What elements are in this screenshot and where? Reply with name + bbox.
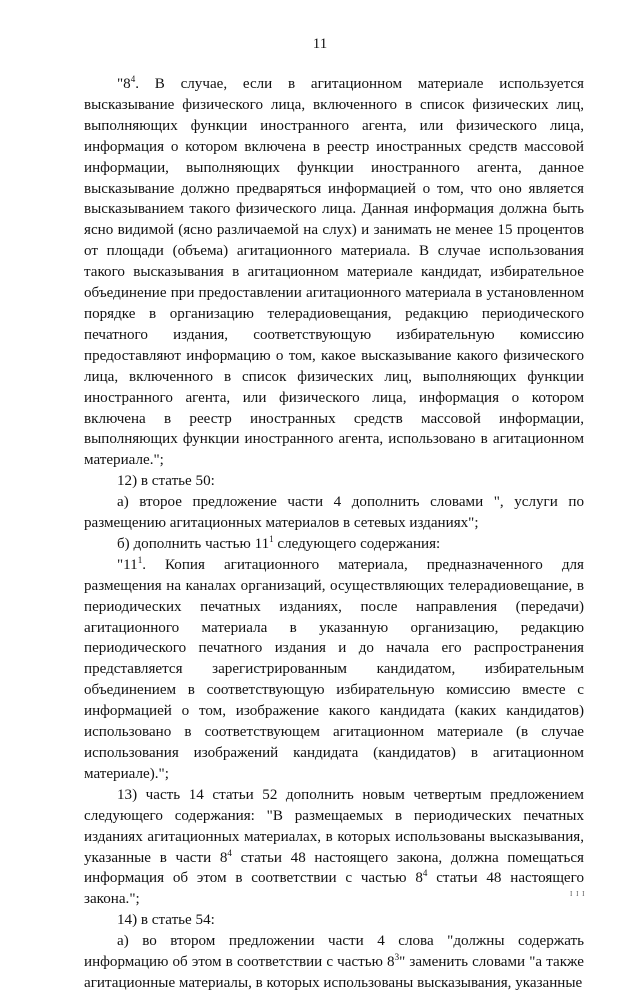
superscript: 1: [269, 533, 274, 544]
text-run: " заменить словами "а также агитационные материалы, в которых использованы высказывания, указанные: [84, 954, 584, 991]
superscript: 4: [422, 868, 428, 879]
superscript: 4: [227, 847, 232, 858]
text-run: а) второе предложение части 4 дополнить словами ", услуги по размещению агитационных материалов в сетевых изданиях";: [84, 494, 584, 532]
paragraph: [84, 785, 584, 910]
text-run: а) во втором предложении части 4 слова "должны содержать информацию об этом в соответствии с частью 8: [84, 933, 584, 971]
text-run: "8: [117, 76, 131, 92]
corner-mark: I I I: [570, 890, 586, 898]
document-body: [84, 74, 584, 994]
text-run: 12) в статье 50:: [117, 473, 215, 490]
text-run: 14) в статье 54:: [117, 912, 215, 929]
page-number: 11: [312, 36, 328, 52]
paragraph: [84, 910, 584, 931]
superscript: 3: [394, 952, 400, 963]
text-run: статьи 48 настоящего закона.";: [84, 870, 584, 908]
paragraph: [84, 555, 584, 785]
superscript: 1: [137, 554, 143, 565]
paragraph: [84, 534, 584, 555]
paragraph: [84, 74, 584, 471]
text-run: статьи 48 настоящего закона, должна помещаться информация об этом в соответствии с частью 8: [84, 849, 584, 887]
paragraph: [84, 492, 584, 534]
text-run: . Копия агитационного материала, предназначенного для размещения на каналах организаций, осуществляющих телерадиовещание, в периодических печатных изданиях, после направления (передачи) агитационного материала в указанную организацию, редакцию периодического печатного издания и до начала его распространения представляется зарегистрированным кандидатом, избирательным объединением в соответствующую избирательную комиссию вместе с информацией о том, изображение какого кандидата (каких кандидатов) использовано в соответствующем агитационном материале (в случае использования изображений кандидата (кандидатов) в агитационном материале).";: [84, 556, 584, 782]
paragraph: [84, 471, 584, 492]
text-run: . В случае, если в агитационном материале используется высказывание физического лица, включенного в список физических лиц, выполняющих функции иностранного агента, или физического лица, информация о котором включена в реестр иностранных средств массовой информации, выполняющих функции иностранного агента, данное высказывание должно предваряться информацией о том, что оно является высказыванием такого физического лица. Данная информация должна быть ясно видимой (ясно различаемой на слух) и занимать не менее 15 процентов от площади (объема) агитационного материала. В случае использования такого высказывания в агитационном материале кандидат, избирательное объединение при предоставлении агитационного материала в установленном порядке в организацию телерадиовещания, редакцию периодического печатного издания, соответствующую избирательную комиссию предоставляют информацию о том, какое высказывание какого физического лица, включенного в список физических лиц, выполняющих функции иностранного агента, или физического лица, информация о котором включена в реестр иностранных средств массовой информации, выполняющих функции иностранного агента, использовано в агитационном материале.";: [84, 76, 584, 469]
text-run: "11: [117, 556, 138, 573]
superscript: 4: [130, 74, 136, 84]
text-run: следующего содержания:: [273, 535, 441, 552]
paragraph: [84, 931, 584, 994]
text-run: 13) часть 14 статьи 52 дополнить новым четвертым предложением следующего содержания: "В размещаемых в периодических печатных изданиях агитационных материалах, в которых использованы высказывания, указанные в части 8: [84, 786, 584, 866]
text-run: б) дополнить частью 11: [117, 535, 270, 552]
